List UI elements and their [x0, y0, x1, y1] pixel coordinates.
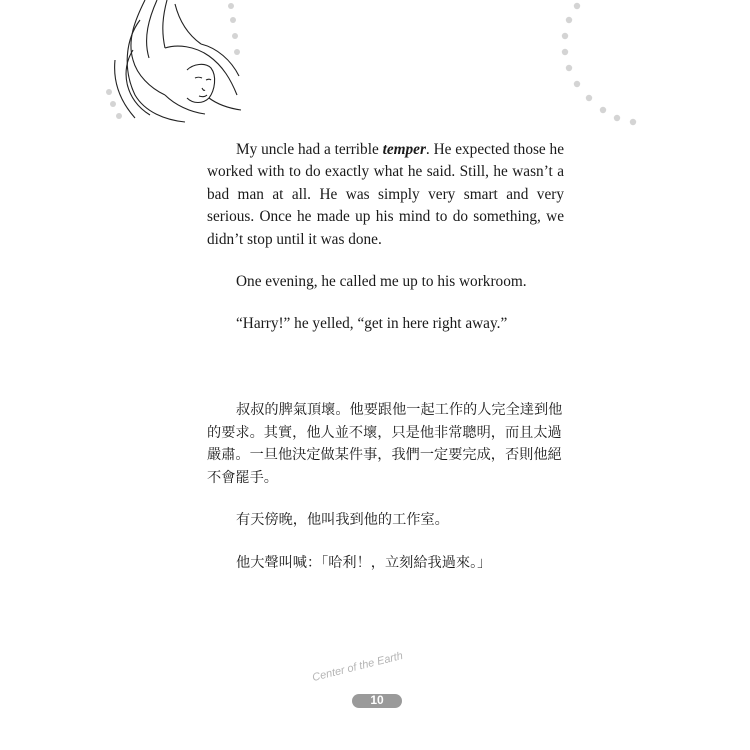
english-text — [207, 139, 564, 336]
page-number: 10 — [370, 693, 384, 707]
chinese-paragraph-1: 叔叔的脾氣頂壞。他要跟他一起工作的人完全達到他的要求。其實，他人並不壞，只是他非常聰明，而且太過嚴肅。一旦他決定做某件事，我們一定要完成，否則他絕不會罷手。 — [207, 402, 563, 486]
chinese-translation — [207, 399, 567, 575]
decorative-dots-icon — [555, 0, 645, 130]
page-footer — [300, 649, 410, 712]
book-title: Center of the Earth — [311, 649, 405, 684]
english-paragraph-2: One evening, he called me up to his workroom. — [236, 273, 527, 291]
woman-illustration-icon — [105, 0, 255, 130]
chinese-paragraph-3: 他大聲叫喊：「哈利！，立刻給我過來。」 — [236, 554, 492, 571]
english-p1-start: My uncle had a terrible — [236, 141, 383, 158]
page-number-badge — [352, 694, 402, 708]
english-paragraph-3: “Harry!” he yelled, “get in here right away.” — [236, 315, 508, 333]
vocab-word-temper: temper — [382, 141, 426, 158]
english-paragraph-1 — [207, 139, 564, 251]
english-p1-end: . He expected those he worked with to do exactly what he said. Still, he wasn’t a bad man at all. He was simply very smart and very serious. Once he made up his mind to do something, we didn’t stop until it was done. — [207, 141, 564, 248]
chinese-paragraph-2: 有天傍晚，他叫我到他的工作室。 — [236, 512, 449, 529]
